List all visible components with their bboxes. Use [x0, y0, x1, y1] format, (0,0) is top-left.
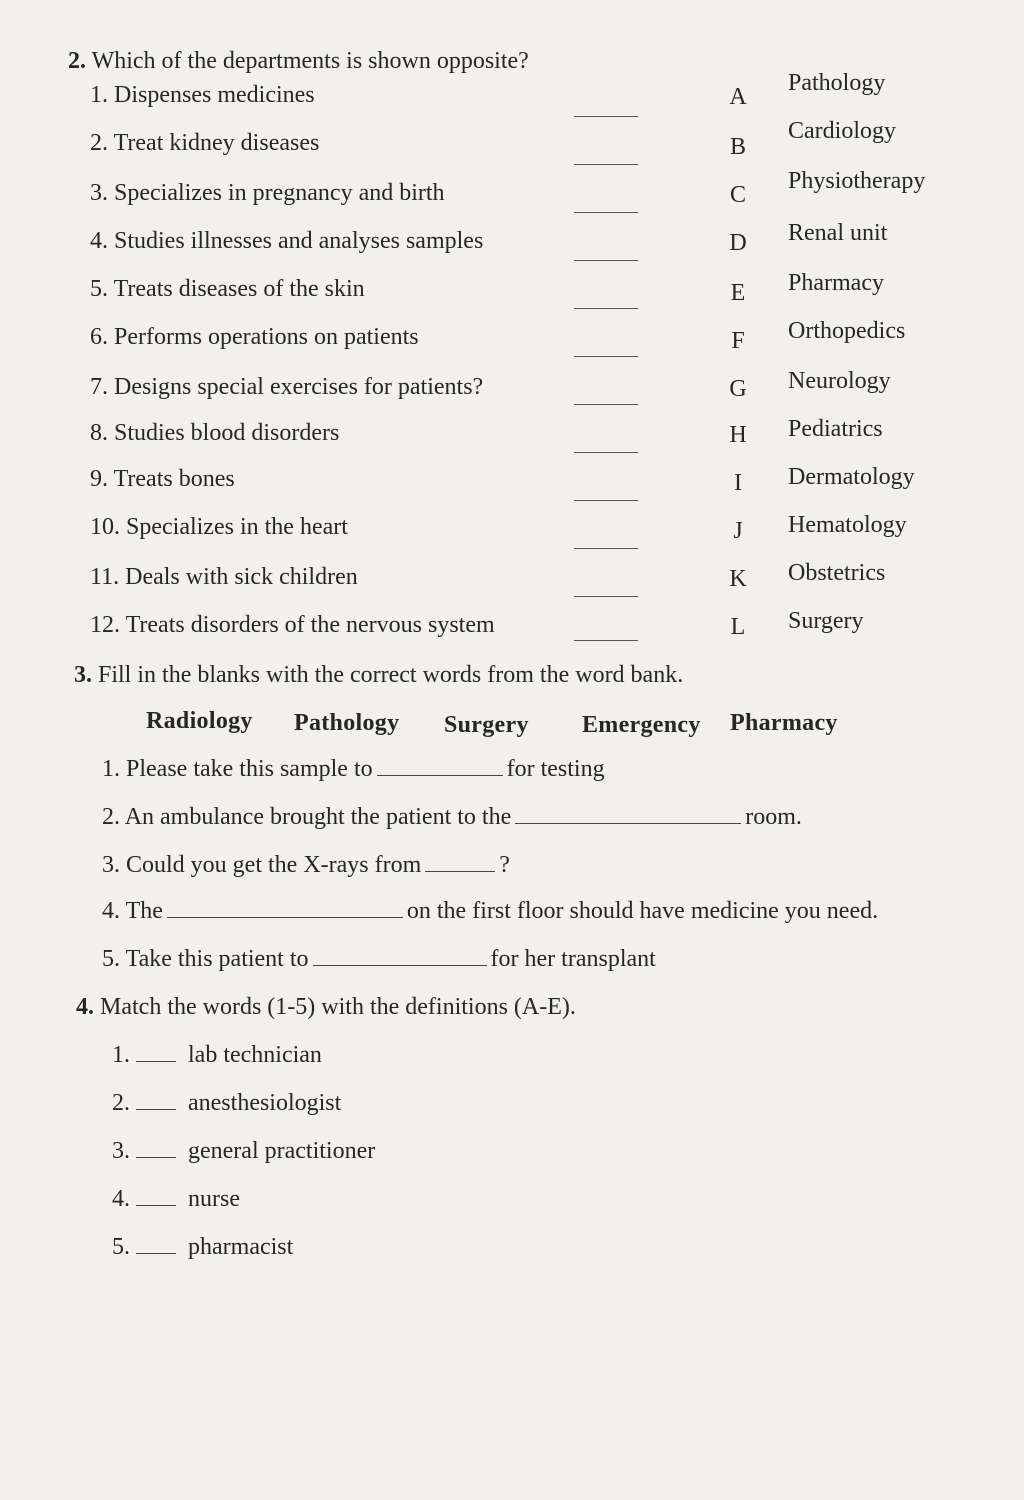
option-letter: C: [729, 182, 746, 208]
list-item: 5. pharmacist: [112, 1234, 294, 1260]
answer-blank[interactable]: [313, 947, 487, 966]
option-letter: J: [733, 518, 743, 544]
section-3-heading: [74, 662, 683, 689]
answer-blank[interactable]: [136, 1237, 176, 1254]
option-text: Pharmacy: [788, 270, 884, 296]
list-item: 2. Treat kidney diseases: [90, 130, 320, 156]
option-text: Neurology: [788, 368, 891, 394]
option-letter: A: [729, 84, 747, 110]
option-text: Hematology: [788, 512, 907, 538]
answer-blank[interactable]: [377, 757, 503, 776]
answer-blank[interactable]: [136, 1093, 176, 1110]
section-4-heading: [76, 994, 576, 1021]
list-item: 6. Performs operations on patients: [90, 324, 419, 350]
section-4-title: Match the words (1-5) with the definitions (A-E).: [100, 994, 576, 1020]
list-item: 3. Could you get the X-rays from ?: [102, 852, 510, 878]
list-item: 3. Specializes in pregnancy and birth: [90, 180, 445, 206]
list-item: 5. Take this patient to for her transplant: [102, 946, 656, 972]
list-item: 4. Studies illnesses and analyses samples: [90, 228, 484, 254]
option-letter: L: [730, 614, 746, 640]
answer-blank[interactable]: [574, 500, 638, 501]
option-letter: E: [730, 280, 746, 306]
word-bank-item: Pharmacy: [730, 710, 838, 736]
answer-blank[interactable]: [574, 640, 638, 641]
option-letter: B: [729, 134, 746, 160]
section-2-heading: [68, 48, 529, 75]
list-item: 1. lab technician: [112, 1042, 322, 1068]
answer-blank[interactable]: [136, 1141, 176, 1158]
list-item: 11. Deals with sick children: [90, 564, 358, 590]
answer-blank[interactable]: [515, 805, 741, 824]
option-letter: K: [729, 566, 747, 592]
list-item: 9. Treats bones: [90, 466, 235, 492]
answer-blank[interactable]: [574, 260, 638, 261]
answer-blank[interactable]: [574, 404, 638, 405]
word-bank-item: Radiology: [146, 708, 253, 734]
list-item: 2. An ambulance brought the patient to the room.: [102, 804, 802, 830]
answer-blank[interactable]: [574, 212, 638, 213]
section-3-number: 3.: [74, 662, 92, 688]
answer-blank[interactable]: [425, 853, 495, 872]
option-text: Dermatology: [788, 464, 915, 490]
option-letter: D: [729, 230, 747, 256]
word-bank-item: Surgery: [444, 712, 529, 738]
answer-blank[interactable]: [574, 164, 638, 165]
answer-blank[interactable]: [167, 899, 403, 918]
list-item: 10. Specializes in the heart: [90, 514, 348, 540]
list-item: 2. anesthesiologist: [112, 1090, 342, 1116]
option-text: Obstetrics: [788, 560, 886, 586]
answer-blank[interactable]: [574, 596, 638, 597]
list-item: 7. Designs special exercises for patients?: [90, 374, 484, 400]
option-letter: I: [734, 470, 742, 496]
option-text: Pathology: [788, 70, 886, 96]
option-text: Surgery: [788, 608, 864, 634]
answer-blank[interactable]: [574, 548, 638, 549]
list-item: 5. Treats diseases of the skin: [90, 276, 365, 302]
option-text: Renal unit: [788, 220, 888, 246]
section-2-title: Which of the departments is shown opposite?: [91, 48, 529, 74]
word-bank-item: Pathology: [294, 710, 400, 736]
option-text: Physiotherapy: [788, 168, 926, 194]
section-3-title: Fill in the blanks with the correct words from the word bank.: [98, 662, 684, 688]
answer-blank[interactable]: [574, 452, 638, 453]
option-text: Orthopedics: [788, 318, 906, 344]
word-bank-item: Emergency: [582, 712, 701, 738]
list-item: 4. The on the first floor should have medicine you need.: [102, 898, 879, 924]
option-text: Pediatrics: [788, 416, 883, 442]
list-item: 8. Studies blood disorders: [90, 420, 340, 446]
option-text: Cardiology: [788, 118, 896, 144]
answer-blank[interactable]: [136, 1045, 176, 1062]
list-item: 1. Please take this sample to for testing: [102, 756, 605, 782]
answer-blank[interactable]: [574, 116, 638, 117]
answer-blank[interactable]: [574, 308, 638, 309]
list-item: 12. Treats disorders of the nervous system: [90, 612, 495, 638]
answer-blank[interactable]: [574, 356, 638, 357]
option-letter: H: [729, 422, 747, 448]
list-item: 4. nurse: [112, 1186, 240, 1212]
option-letter: G: [729, 376, 747, 402]
list-item: 1. Dispenses medicines: [90, 82, 315, 108]
answer-blank[interactable]: [136, 1189, 176, 1206]
section-4-number: 4.: [76, 994, 94, 1020]
section-2-number: 2.: [68, 48, 86, 74]
option-letter: F: [731, 328, 745, 354]
list-item: 3. general practitioner: [112, 1138, 376, 1164]
